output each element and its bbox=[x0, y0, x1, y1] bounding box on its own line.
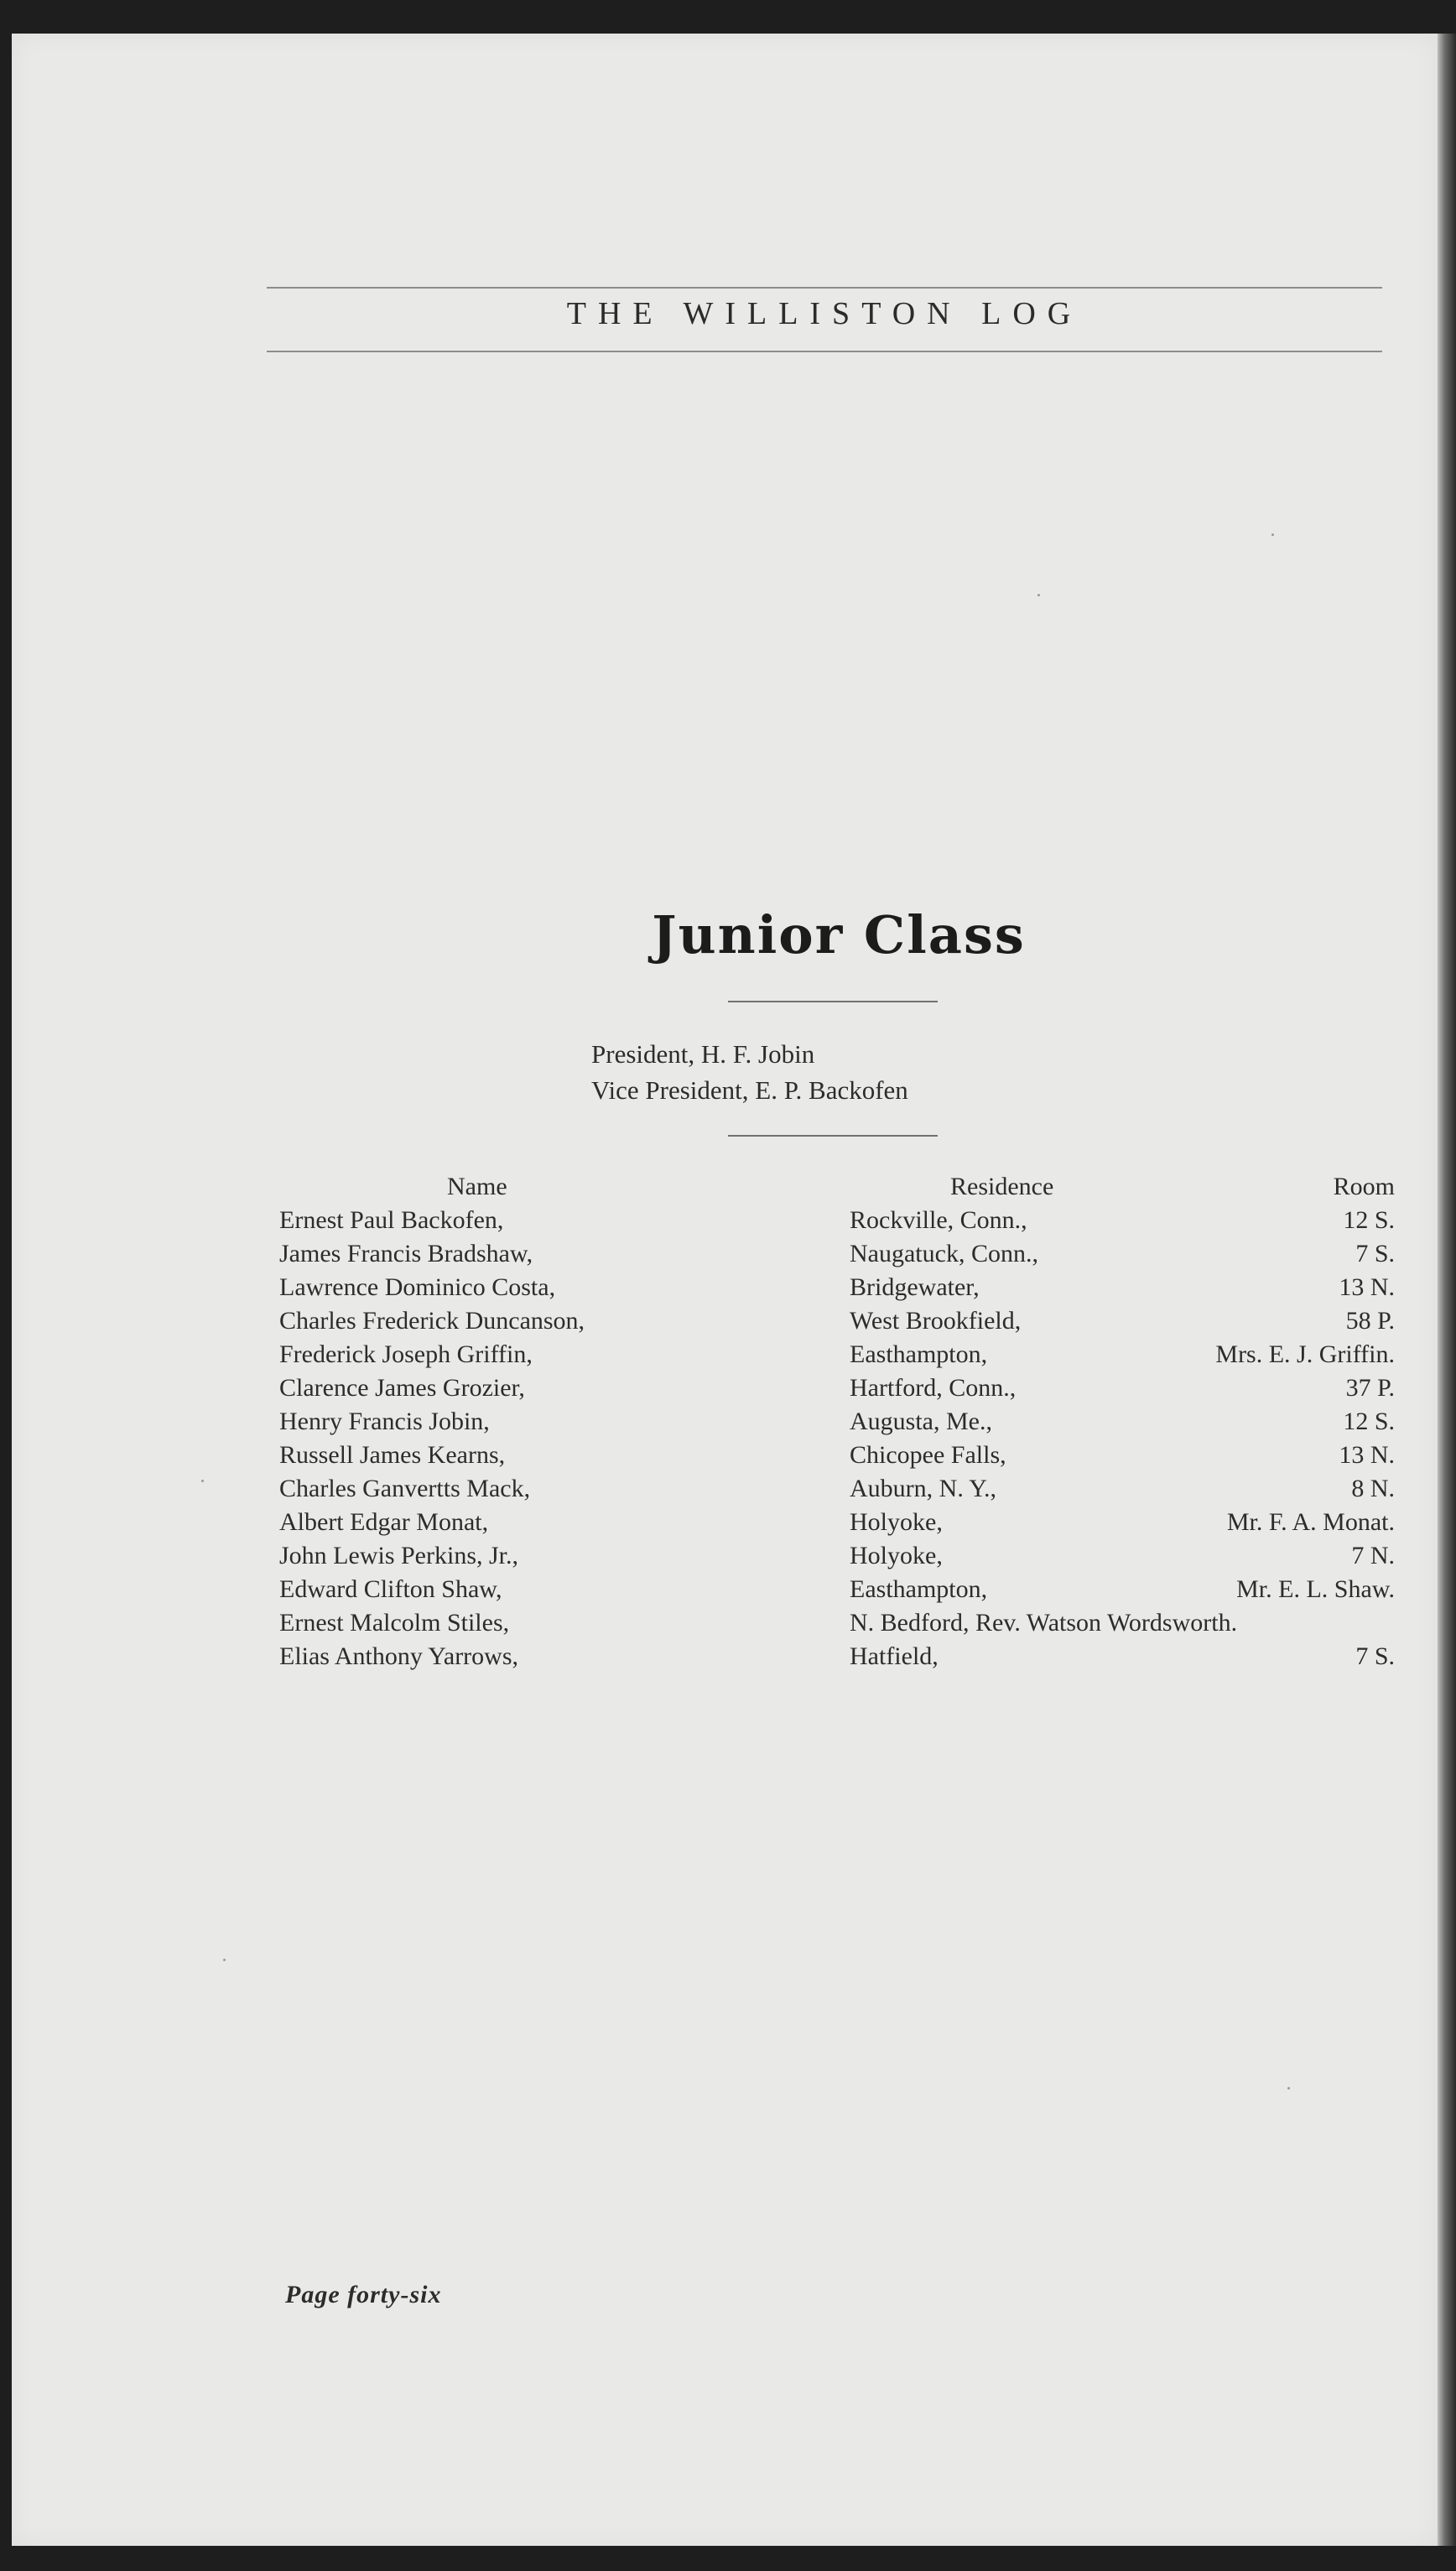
student-room: 7 N. bbox=[1351, 1542, 1395, 1569]
roster-row bbox=[279, 1408, 1395, 1441]
student-room: 58 P. bbox=[1345, 1307, 1395, 1335]
header-rule-top bbox=[267, 287, 1382, 289]
student-room: 13 N. bbox=[1339, 1441, 1395, 1469]
roster-row bbox=[279, 1609, 1395, 1642]
title-divider bbox=[728, 1001, 938, 1002]
class-title: Junior Class bbox=[652, 904, 1026, 965]
student-room: Mrs. E. J. Griffin. bbox=[1215, 1340, 1395, 1368]
page-edge bbox=[1438, 34, 1456, 2546]
roster-row bbox=[279, 1508, 1395, 1542]
student-name: Edward Clifton Shaw, bbox=[279, 1575, 502, 1603]
roster-header bbox=[279, 1173, 1395, 1206]
student-name: Charles Ganvertts Mack, bbox=[279, 1475, 531, 1502]
student-room: Mr. F. A. Monat. bbox=[1226, 1508, 1395, 1536]
paper-speck bbox=[1287, 2087, 1290, 2090]
running-head: THE WILLISTON LOG bbox=[566, 296, 1083, 331]
roster-row bbox=[279, 1575, 1395, 1609]
student-residence: N. Bedford, Rev. Watson Wordsworth. bbox=[850, 1609, 1238, 1637]
student-name: Charles Frederick Duncanson, bbox=[279, 1307, 585, 1335]
student-room: 12 S. bbox=[1343, 1206, 1395, 1234]
officers-divider bbox=[728, 1135, 938, 1137]
student-name: John Lewis Perkins, Jr., bbox=[279, 1542, 518, 1569]
roster-row bbox=[279, 1475, 1395, 1508]
student-residence: Rockville, Conn., bbox=[850, 1206, 1027, 1234]
student-residence: Hartford, Conn., bbox=[850, 1374, 1017, 1402]
student-name: James Francis Bradshaw, bbox=[279, 1240, 533, 1267]
paper-speck bbox=[201, 1480, 204, 1482]
roster-row bbox=[279, 1307, 1395, 1340]
student-name: Albert Edgar Monat, bbox=[279, 1508, 489, 1536]
roster-row bbox=[279, 1240, 1395, 1273]
paper-speck bbox=[223, 1959, 226, 1961]
roster-row bbox=[279, 1340, 1395, 1374]
student-room: 12 S. bbox=[1343, 1408, 1395, 1435]
roster-row bbox=[279, 1206, 1395, 1240]
student-residence: Bridgewater, bbox=[850, 1273, 980, 1301]
paper-speck bbox=[1271, 533, 1274, 536]
student-name: Frederick Joseph Griffin, bbox=[279, 1340, 533, 1368]
student-name: Henry Francis Jobin, bbox=[279, 1408, 490, 1435]
student-room: 7 S. bbox=[1355, 1642, 1395, 1670]
student-residence: West Brookfield, bbox=[850, 1307, 1022, 1335]
student-residence: Easthampton, bbox=[850, 1340, 988, 1368]
student-residence: Holyoke, bbox=[850, 1508, 943, 1536]
student-name: Ernest Malcolm Stiles, bbox=[279, 1609, 510, 1637]
column-header-room: Room bbox=[1333, 1173, 1395, 1200]
column-header-residence: Residence bbox=[950, 1173, 1054, 1200]
roster-row bbox=[279, 1642, 1395, 1676]
student-name: Clarence James Grozier, bbox=[279, 1374, 525, 1402]
roster-row bbox=[279, 1542, 1395, 1575]
student-name: Elias Anthony Yarrows, bbox=[279, 1642, 519, 1670]
roster-row bbox=[279, 1273, 1395, 1307]
student-residence: Naugatuck, Conn., bbox=[850, 1240, 1038, 1267]
header-rule-bottom bbox=[267, 351, 1382, 352]
roster-row bbox=[279, 1374, 1395, 1408]
student-residence: Holyoke, bbox=[850, 1542, 943, 1569]
class-roster bbox=[279, 1173, 1395, 1676]
student-room: 8 N. bbox=[1351, 1475, 1395, 1502]
paper-speck bbox=[1037, 594, 1040, 596]
student-residence: Hatfield, bbox=[850, 1642, 939, 1670]
officer-vice-president: Vice President, E. P. Backofen bbox=[591, 1075, 908, 1105]
page-number: Page forty-six bbox=[285, 2281, 442, 2308]
student-residence: Augusta, Me., bbox=[850, 1408, 992, 1435]
column-header-name: Name bbox=[447, 1173, 507, 1200]
student-residence: Easthampton, bbox=[850, 1575, 988, 1603]
student-room: 37 P. bbox=[1345, 1374, 1395, 1402]
student-name: Lawrence Dominico Costa, bbox=[279, 1273, 556, 1301]
student-name: Russell James Kearns, bbox=[279, 1441, 506, 1469]
student-name: Ernest Paul Backofen, bbox=[279, 1206, 504, 1234]
officer-president: President, H. F. Jobin bbox=[591, 1039, 815, 1069]
student-room: 7 S. bbox=[1355, 1240, 1395, 1267]
student-room: 13 N. bbox=[1339, 1273, 1395, 1301]
roster-row bbox=[279, 1441, 1395, 1475]
student-residence: Auburn, N. Y., bbox=[850, 1475, 997, 1502]
student-residence: Chicopee Falls, bbox=[850, 1441, 1006, 1469]
student-room: Mr. E. L. Shaw. bbox=[1236, 1575, 1395, 1603]
